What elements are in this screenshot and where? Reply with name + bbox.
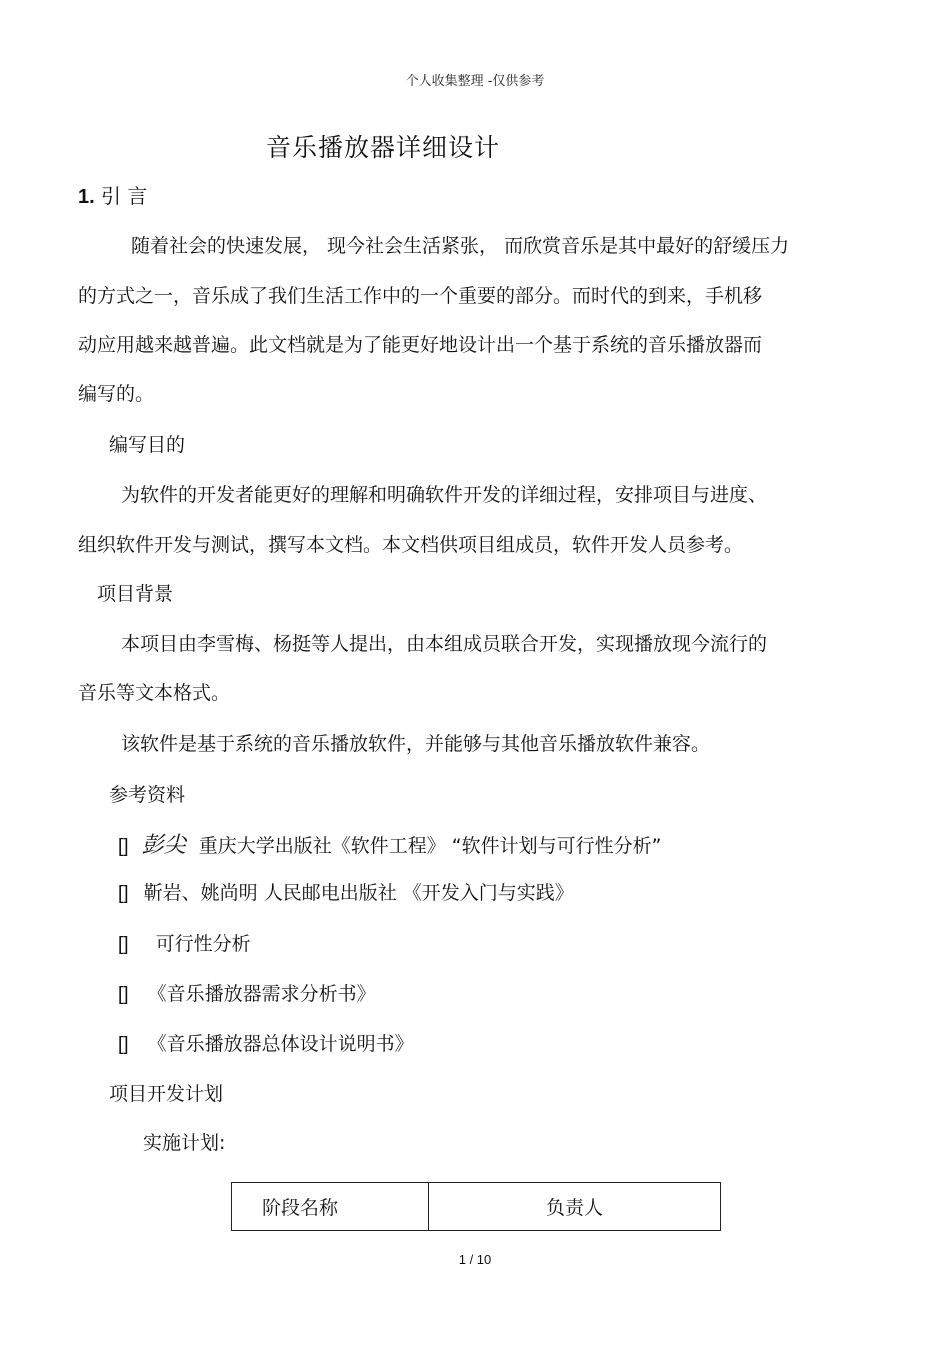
background-paragraph-line: 该软件是基于系统的音乐播放软件，并能够与其他音乐播放软件兼容。 (121, 733, 711, 755)
section-heading-introduction (78, 180, 147, 209)
background-paragraph-line: 音乐等文本格式。 (78, 682, 231, 704)
reference-item (118, 828, 662, 859)
subheading-development-plan: 项目开发计划 (109, 1083, 224, 1105)
reference-bracket: [] (118, 934, 129, 955)
page-number: 1 / 10 (458, 1252, 492, 1267)
reference-bracket: [] (118, 984, 129, 1005)
reference-text: 《音乐播放器总体设计说明书》 (147, 1033, 414, 1055)
intro-paragraph-line: 动应用越来越普遍。此文档就是为了能更好地设计出一个基于系统的音乐播放器而 (78, 334, 763, 356)
reference-item (118, 929, 251, 956)
reference-bracket: [] (118, 1034, 129, 1055)
reference-text: 《音乐播放器需求分析书》 (147, 983, 376, 1005)
reference-item (118, 979, 376, 1006)
reference-item (118, 1029, 414, 1056)
subheading-implementation-plan: 实施计划: (143, 1132, 226, 1154)
reference-text: 靳岩、姚尚明 人民邮电出版社 《开发入门与实践》 (143, 882, 574, 904)
purpose-paragraph-line: 组织软件开发与测试，撰写本文档。本文档供项目组成员，软件开发人员参考。 (78, 534, 744, 556)
document-title: 音乐播放器详细设计 (266, 133, 501, 162)
page-header: 个人收集整理 -仅供参考 (405, 74, 545, 89)
plan-table (231, 1182, 721, 1231)
table-header-row (232, 1183, 721, 1231)
reference-bracket: [] (118, 836, 129, 857)
table-header-cell: 负责人 (429, 1183, 721, 1231)
reference-item (118, 878, 574, 905)
section-title: 引 言 (101, 184, 148, 208)
subheading-purpose: 编写目的 (109, 434, 186, 456)
background-paragraph-line: 本项目由李雪梅、杨挺等人提出，由本组成员联合开发，实现播放现今流行的 (121, 633, 768, 655)
table-header-cell: 阶段名称 (232, 1183, 429, 1231)
reference-text: 重庆大学出版社《软件工程》 “软件计划与可行性分析” (198, 835, 662, 857)
intro-paragraph-line: 编写的。 (78, 383, 155, 405)
section-number: 1. (78, 186, 95, 208)
subheading-references: 参考资料 (109, 784, 186, 806)
subheading-background: 项目背景 (97, 583, 174, 605)
author-signature: 彭尖 (141, 833, 186, 858)
intro-paragraph-line: 随着社会的快速发展， 现今社会生活紧张， 而欣赏音乐是其中最好的舒缓压力 (131, 235, 790, 257)
reference-bracket: [] (118, 883, 129, 904)
reference-text: 可行性分析 (155, 933, 251, 955)
intro-paragraph-line: 的方式之一，音乐成了我们生活工作中的一个重要的部分。而时代的到来，手机移 (78, 285, 763, 307)
purpose-paragraph-line: 为软件的开发者能更好的理解和明确软件开发的详细过程，安排项目与进度、 (121, 484, 768, 506)
